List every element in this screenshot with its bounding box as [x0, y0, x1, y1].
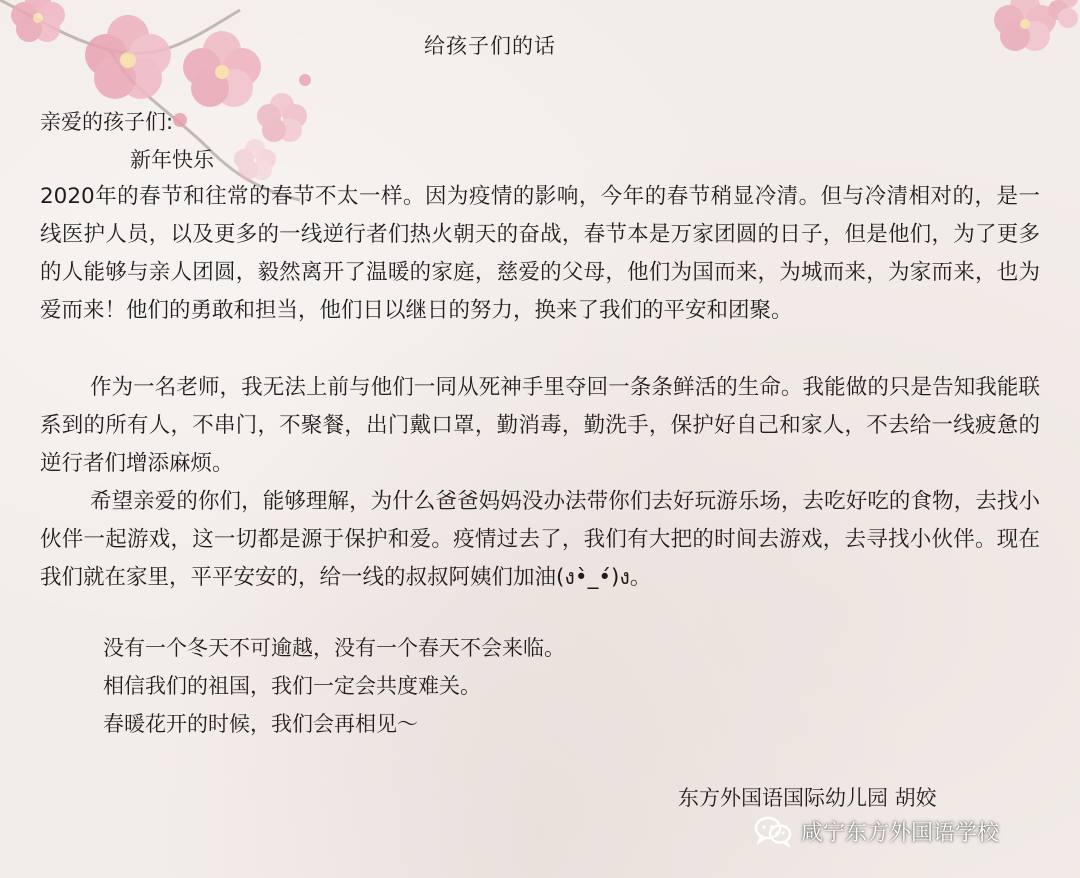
closing-line: 春暖花开的时候，我们会再相见～: [103, 712, 418, 736]
letter-signature: 东方外国语国际幼儿园 胡姣: [678, 786, 937, 810]
letter-title: 给孩子们的话: [424, 34, 556, 58]
closing-line: 没有一个冬天不可逾越，没有一个春天不会来临。: [103, 636, 565, 660]
corner-blossom-decoration: [970, 0, 1080, 75]
letter-greeting: 亲爱的孩子们:: [40, 110, 174, 134]
watermark-text: 咸宁东方外国语学校: [801, 820, 1000, 846]
closing-line: 相信我们的祖国，我们一定会共度难关。: [103, 674, 481, 698]
new-year-wish: 新年快乐: [130, 148, 214, 172]
letter-paragraph: 作为一名老师，我无法上前与他们一同从死神手里夺回一条条鲜活的生命。我能做的只是告知我能联系到的所有人，不串门，不聚餐，出门戴口罩，勤消毒，勤洗手，保护好自己和家人，不去给一线疲惫的逆行者们增添麻烦。: [40, 375, 1040, 476]
letter-paragraph: 2020年的春节和往常的春节不太一样。因为疫情的影响，今年的春节稍显冷清。但与冷清相对的，是一线医护人员，以及更多的一线逆行者们热火朝天的奋战，春节本是万家团圆的日子，但是他们，为了更多的人能够与亲人团圆，毅然离开了温暖的家庭，慈爱的父母，他们为国而来，为城而来，为家而来，也为爱而来！他们的勇敢和担当，他们日以继日的努力，换来了我们的平安和团聚。: [40, 184, 1040, 323]
wechat-icon: [753, 815, 793, 847]
letter-paragraph: 希望亲爱的你们，能够理解，为什么爸爸妈妈没办法带你们去好玩游乐场，去吃好吃的食物，去找小伙伴一起游戏，这一切都是源于保护和爱。疫情过去了，我们有大把的时间去游戏，去寻找小伙伴。现在我们就在家里，平平安安的，给一线的叔叔阿姨们加油(ง•̀_•́)ง。: [40, 489, 1040, 590]
wechat-watermark: [753, 813, 999, 849]
